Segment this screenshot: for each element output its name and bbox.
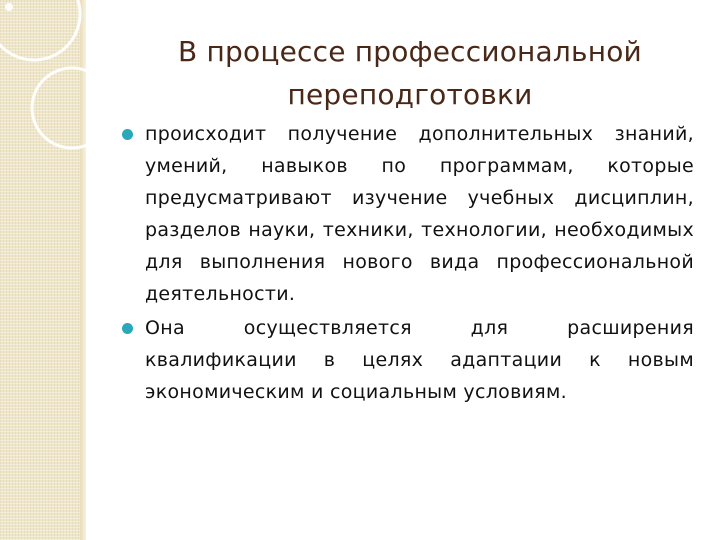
bullet-text: Она осуществляется для расширения квалификации в целях адаптации к новым экономическим и социальным условиям. — [145, 317, 694, 403]
bullet-item — [120, 312, 694, 408]
slide-title: В процессе профессиональной переподготовки — [178, 35, 642, 111]
bullet-marker-icon — [122, 129, 133, 140]
decorative-dot — [5, 3, 13, 11]
bullet-marker-icon — [122, 323, 133, 334]
bullet-list — [120, 118, 694, 410]
bullet-item — [120, 118, 694, 310]
decorative-circle-lower — [32, 68, 112, 148]
bullet-text: происходит получение дополнительных знаний, умений, навыков по программам, которые предусматривают изучение учебных дисциплин, разделов науки, техники, технологии, необходимых для выполнения нового вида профессиональной деятельности. — [145, 123, 694, 305]
